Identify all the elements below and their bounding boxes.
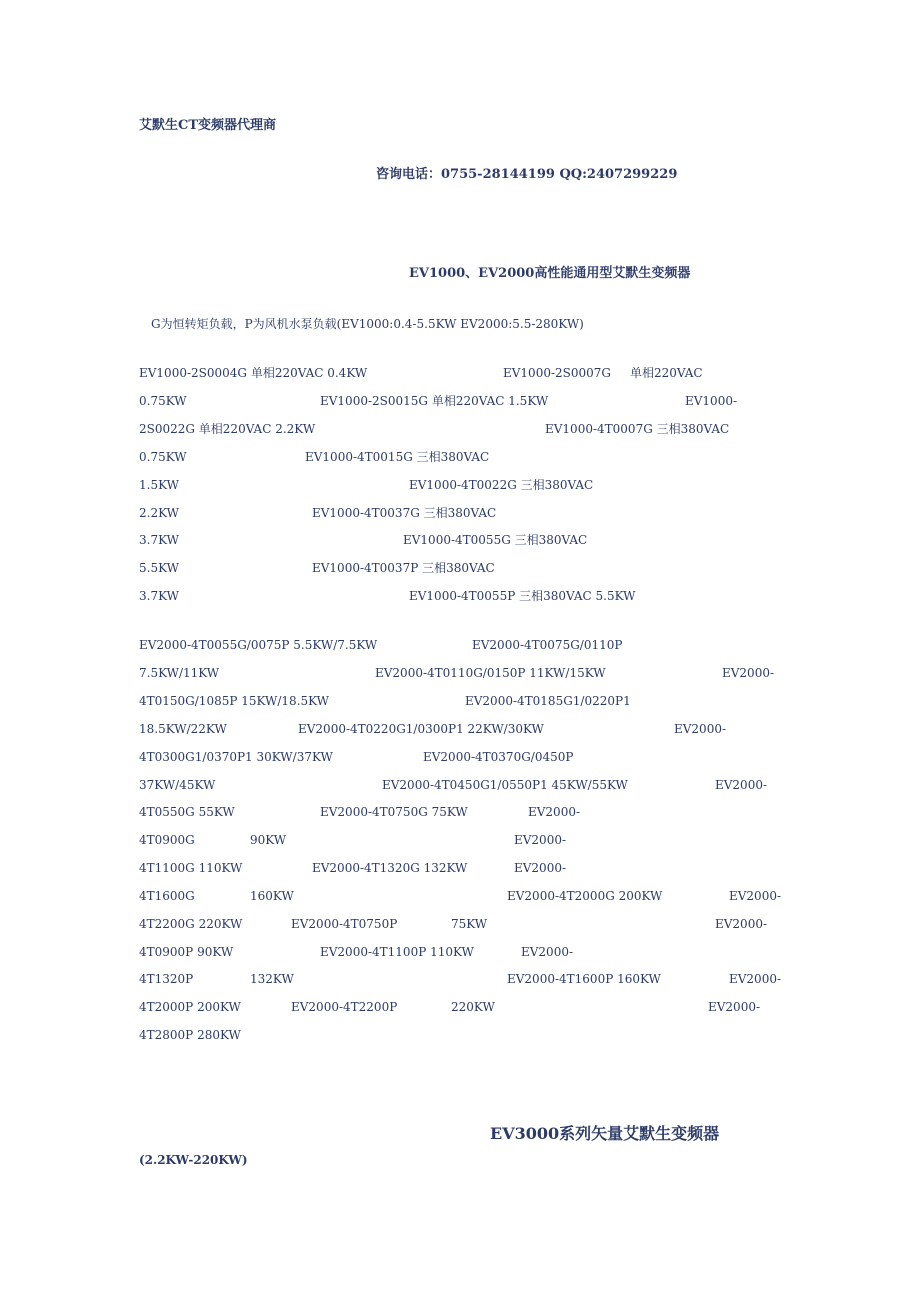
line-cell: EV2000-4T0750G 75KW (320, 805, 468, 819)
line-cell: EV2000- (729, 972, 782, 986)
line-cell: 37KW/45KW (139, 778, 216, 792)
ev2000-line (0, 719, 920, 739)
line-cell: EV2000-4T0110G/0150P 11KW/15KW (375, 666, 606, 680)
section1-heading-line (0, 264, 920, 284)
line-cell: 4T0550G 55KW (139, 805, 235, 819)
ev2000-line (0, 830, 920, 850)
section3-range-line (0, 1150, 920, 1170)
line-cell: 18.5KW/22KW (139, 722, 227, 736)
ev1000-line (0, 447, 920, 467)
section1-note: G为恒转矩负载，P为风机水泵负载(EV1000:0.4-5.5KW EV2000:5.5-280KW) (151, 317, 584, 331)
line-cell: EV2000-4T0750P (291, 917, 398, 931)
line-cell: EV2000-4T0055G/0075P 5.5KW/7.5KW (139, 638, 378, 652)
line-cell: EV2000- (674, 722, 727, 736)
ev1000-line (0, 475, 920, 495)
ev2000-line (0, 942, 920, 962)
line-cell: EV1000-2S0004G 单相220VAC 0.4KW (139, 366, 368, 380)
line-cell: EV2000-4T2200P (291, 1000, 398, 1014)
line-cell: 4T1320P (139, 972, 194, 986)
line-cell: EV2000- (521, 945, 574, 959)
ev2000-line (0, 691, 920, 711)
header-title-line (0, 116, 920, 136)
line-cell: EV2000- (715, 917, 768, 931)
line-cell: EV2000-4T0450G1/0550P1 45KW/55KW (382, 778, 628, 792)
contact-info: 咨询电话：0755-28144199 QQ:2407299229 (376, 167, 678, 182)
line-cell: EV1000-4T0055G 三相380VAC (403, 533, 588, 547)
line-cell: 75KW (451, 917, 488, 931)
line-cell: 160KW (250, 889, 294, 903)
ev1000-line (0, 530, 920, 550)
line-cell: EV2000-4T1600P 160KW (507, 972, 661, 986)
line-cell: EV2000-4T0370G/0450P (423, 750, 574, 764)
ev2000-line (0, 802, 920, 822)
section3-heading-line (0, 1122, 920, 1146)
line-cell: EV2000- (708, 1000, 761, 1014)
line-cell: 4T2200G 220KW (139, 917, 243, 931)
line-cell: EV1000-4T0037P 三相380VAC (312, 561, 495, 575)
ev1000-line (0, 503, 920, 523)
line-cell: 90KW (250, 833, 287, 847)
section1-heading: EV1000、EV2000高性能通用型艾默生变频器 (409, 266, 691, 281)
line-cell: 4T2800P 280KW (139, 1028, 241, 1042)
line-cell: EV2000-4T1100P 110KW (320, 945, 474, 959)
document-title: 艾默生CT变频器代理商 (139, 118, 277, 133)
line-cell: EV2000-4T0075G/0110P (472, 638, 623, 652)
ev2000-line (0, 775, 920, 795)
line-cell: EV2000- (514, 833, 567, 847)
ev2000-line (0, 997, 920, 1017)
line-cell: EV1000-4T0022G 三相380VAC (409, 478, 594, 492)
line-cell: EV2000-4T0220G1/0300P1 22KW/30KW (298, 722, 544, 736)
line-cell: EV1000-4T0015G 三相380VAC (305, 450, 490, 464)
line-cell: 220KW (451, 1000, 495, 1014)
line-cell: 132KW (250, 972, 294, 986)
line-cell: 4T0900G (139, 833, 195, 847)
line-cell: EV1000-4T0007G 三相380VAC (545, 422, 730, 436)
line-cell: EV2000-4T0185G1/0220P1 (465, 694, 631, 708)
ev1000-line (0, 391, 920, 411)
line-cell: 4T1600G (139, 889, 195, 903)
line-cell: 4T0900P 90KW (139, 945, 234, 959)
line-cell: EV1000-2S0015G 单相220VAC 1.5KW (320, 394, 549, 408)
line-cell: 2.2KW (139, 506, 179, 520)
line-cell: 2S0022G 单相220VAC 2.2KW (139, 422, 316, 436)
line-cell: 3.7KW (139, 589, 179, 603)
line-cell: 4T1100G 110KW (139, 861, 243, 875)
line-cell: EV2000- (514, 861, 567, 875)
line-cell: EV1000- (685, 394, 738, 408)
ev2000-line (0, 886, 920, 906)
line-cell: 7.5KW/11KW (139, 666, 220, 680)
line-cell: EV1000-4T0037G 三相380VAC (312, 506, 497, 520)
line-cell: EV2000- (528, 805, 581, 819)
line-cell: EV1000-2S0007G (503, 366, 611, 380)
line-cell: 5.5KW (139, 561, 179, 575)
ev1000-line (0, 558, 920, 578)
ev2000-line (0, 663, 920, 683)
line-cell: 0.75KW (139, 394, 187, 408)
line-cell: EV2000- (729, 889, 782, 903)
ev2000-line (0, 747, 920, 767)
ev1000-line (0, 586, 920, 606)
line-cell: EV2000-4T2000G 200KW (507, 889, 663, 903)
line-cell: 单相220VAC (630, 366, 703, 380)
section3-heading: EV3000系列矢量艾默生变频器 (490, 1124, 720, 1143)
ev2000-line (0, 1025, 920, 1045)
ev2000-line (0, 914, 920, 934)
ev1000-line (0, 363, 920, 383)
line-cell: 3.7KW (139, 533, 179, 547)
line-cell: 4T0300G1/0370P1 30KW/37KW (139, 750, 333, 764)
line-cell: EV2000- (722, 666, 775, 680)
line-cell: EV2000- (715, 778, 768, 792)
line-cell: EV2000-4T1320G 132KW (312, 861, 468, 875)
section1-note-line (0, 314, 920, 334)
line-cell: 0.75KW (139, 450, 187, 464)
line-cell: 4T2000P 200KW (139, 1000, 241, 1014)
section3-range: (2.2KW-220KW) (139, 1153, 248, 1167)
line-cell: 4T0150G/1085P 15KW/18.5KW (139, 694, 330, 708)
contact-line (0, 165, 920, 185)
line-cell: 1.5KW (139, 478, 179, 492)
ev2000-line (0, 635, 920, 655)
ev2000-line (0, 858, 920, 878)
line-cell: EV1000-4T0055P 三相380VAC 5.5KW (409, 589, 636, 603)
ev1000-line (0, 419, 920, 439)
ev2000-line (0, 969, 920, 989)
